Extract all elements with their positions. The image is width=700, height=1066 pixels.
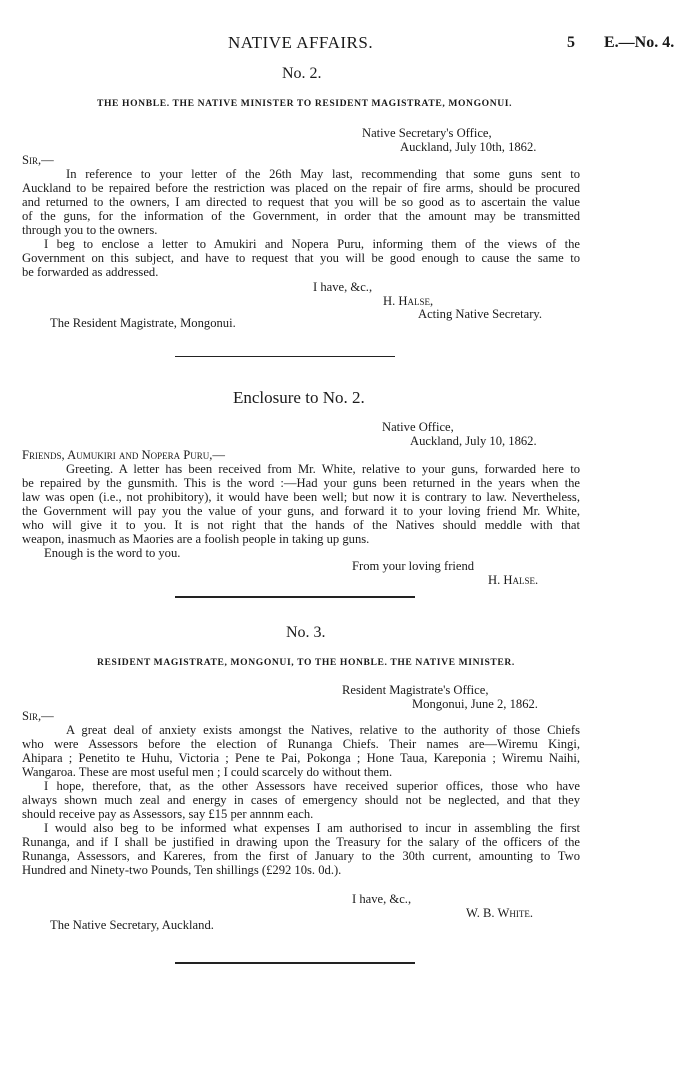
paragraph-line: I hope, therefore, that, as the other Assessors have received superior offices, those who have xyxy=(44,779,580,793)
sender-address-line: Native Secretary's Office, xyxy=(362,126,492,140)
paragraph-line: be repaired by the gunsmith. This is the word :—Had your guns been returned in the years when the xyxy=(22,476,580,490)
paragraph-line: Wangaroa. These are most useful men ; I could scarcely do without them. xyxy=(22,765,393,779)
paragraph-line: A great deal of anxiety exists amongst the Natives, relative to the authority of those Chiefs xyxy=(66,723,580,737)
paragraph-line: always shown much zeal and energy in cases of emergency should not be neglected, and that they xyxy=(22,793,580,807)
paragraph-line: the Government will pay you the value of your guns, and forward it to your loving friend Mr. White, xyxy=(22,504,580,518)
closing: I have, &c., xyxy=(313,280,373,294)
sender-address-date: Mongonui, June 2, 1862. xyxy=(412,697,538,711)
enclosure-title: Enclosure to No. 2. xyxy=(233,388,365,407)
letter-number: No. 3. xyxy=(286,624,326,641)
paragraph-line: weapon, inasmuch as Maories are a foolish people in taking up guns. xyxy=(22,532,370,546)
running-title: NATIVE AFFAIRS. xyxy=(228,33,374,52)
closing: From your loving friend xyxy=(352,559,475,573)
salutation: Friends, Aumukiri and Nopera Puru,— xyxy=(22,448,225,462)
paragraph-line: In reference to your letter of the 26th May last, recommending that some guns sent to xyxy=(66,167,580,181)
paragraph-line: I beg to enclose a letter to Amukiri and Nopera Puru, informing them of the views of the xyxy=(44,237,580,251)
paragraph-line: Ahipara ; Penetito te Huhu, Victoria ; Pene te Pai, Pokonga ; Hone Taua, Kareponia ; Wiremu Naihi, xyxy=(22,751,580,765)
letter-subheading: RESIDENT MAGISTRATE, MONGONUI, TO THE HONBLE. THE NATIVE MINISTER. xyxy=(97,657,515,668)
signature: H. Halse, xyxy=(383,294,434,308)
divider xyxy=(175,356,395,357)
recipient: The Resident Magistrate, Mongonui. xyxy=(50,316,236,330)
paragraph-line: Auckland to be repaired before the restriction was placed on the repair of fire arms, should be procured xyxy=(22,181,580,195)
letter-body xyxy=(22,723,580,877)
sender-address-line: Native Office, xyxy=(382,420,454,434)
document-reference: E.—No. 4. xyxy=(604,34,675,51)
paragraph-line: of the guns, for the information of the Government, in order that the amount may be transmitted xyxy=(22,209,580,223)
signature-title: Acting Native Secretary. xyxy=(418,307,543,321)
paragraph-line: Government on this subject, and have to request that you will be good enough to cause the same to xyxy=(22,251,580,265)
signature: W. B. White. xyxy=(466,906,534,920)
paragraph-line: through you to the owners. xyxy=(22,223,158,237)
divider xyxy=(175,596,415,598)
page-number: 5 xyxy=(567,34,575,51)
paragraph-line: should receive pay as Assessors, say £15 per annnm each. xyxy=(22,807,314,821)
paragraph-line: Runanga, and if I shall be justified in drawing upon the Treasury for the salary of the officers of the xyxy=(22,835,580,849)
paragraph-line: law was open (i.e., not prohibitory), it would have been well; but now it is contrary to law. Nevertheless, xyxy=(22,490,580,504)
salutation: Sir,— xyxy=(22,153,54,167)
paragraph-line: Greeting. A letter has been received from Mr. White, relative to your guns, forwarded here to xyxy=(66,462,580,476)
letter-body xyxy=(22,167,580,279)
letter-body xyxy=(22,462,580,560)
salutation: Sir,— xyxy=(22,709,54,723)
paragraph-line: I would also beg to be informed what expenses I am authorised to incur in assembling the first xyxy=(44,821,580,835)
paragraph-line: Hundred and Ninety-two Pounds, Ten shillings (£292 10s. 0d.). xyxy=(22,863,342,877)
closing: I have, &c., xyxy=(352,892,412,906)
paragraph-line: who will give it to you. It is not right that the hands of the Natives should meddle with that xyxy=(22,518,580,532)
sender-address-date: Auckland, July 10, 1862. xyxy=(410,434,537,448)
paragraph-line: Enough is the word to you. xyxy=(44,546,181,560)
recipient: The Native Secretary, Auckland. xyxy=(50,918,214,932)
paragraph-line: Runanga, Assessors, and Kareres, from the first of January to the 30th current, amounting to Two xyxy=(22,849,580,863)
letter-number: No. 2. xyxy=(282,65,322,82)
paragraph-line: be forwarded as addressed. xyxy=(22,265,159,279)
sender-address-line: Resident Magistrate's Office, xyxy=(342,683,489,697)
divider xyxy=(175,962,415,964)
letter-subheading: THE HONBLE. THE NATIVE MINISTER TO RESIDENT MAGISTRATE, MONGONUI. xyxy=(97,98,513,109)
paragraph-line: who were Assessors before the election of Runanga Chiefs. Their names are—Wiremu Kingi, xyxy=(22,737,580,751)
signature: H. Halse. xyxy=(488,573,539,587)
paragraph-line: and returned to the owners, I am directed to request that you will be so good as to ascertain the value xyxy=(22,195,580,209)
sender-address-date: Auckland, July 10th, 1862. xyxy=(400,140,537,154)
